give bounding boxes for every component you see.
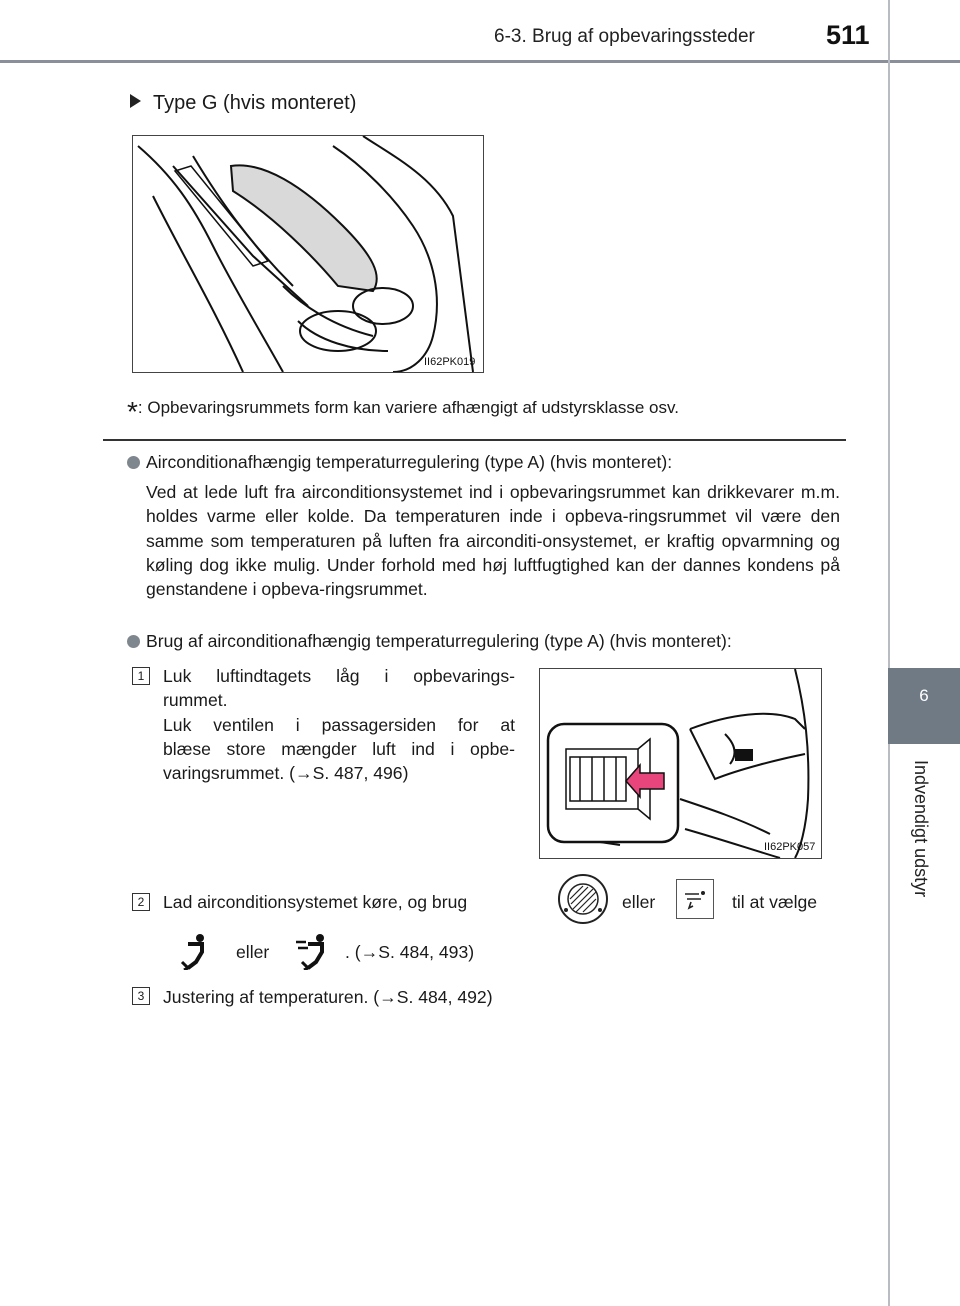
subheading-text: Type G (hvis monteret): [153, 92, 357, 114]
vent-illustration: [540, 669, 821, 858]
step-2-ref: [345, 940, 474, 964]
section-divider: [103, 439, 846, 441]
floor-mode-icon: [178, 932, 216, 970]
bullet-dot-icon: [127, 456, 140, 469]
step-2-part1: Lad airconditionsystemet køre, og brug: [163, 892, 468, 912]
chapter-tab: [888, 668, 960, 744]
chapter-label: Indvendigt udstyr: [911, 760, 931, 898]
figure-code: II62PK057: [764, 841, 816, 853]
bullet-item: [127, 631, 732, 652]
step-1-line: Luk ventilen i passagersiden for at: [163, 714, 515, 735]
step-1-line: rummet.: [163, 690, 228, 711]
step-3-line: Justering af temperaturen. (: [163, 987, 380, 1007]
step-1-line-text: varingsrummet. (: [163, 763, 295, 784]
figure-air-vent: [539, 668, 822, 859]
subheading: [130, 92, 356, 115]
face-floor-mode-icon: [294, 932, 334, 970]
step-2-part2: til at vælge: [732, 892, 818, 912]
step-1-line: blæse store mængder luft ind i opbe-: [163, 738, 515, 759]
arrow-ref-icon: →: [360, 942, 379, 962]
bullet-item: [127, 452, 672, 473]
step-1-line: Luk luftindtagets låg i opbevarings-: [163, 666, 515, 686]
page-reference: S. 487, 496): [312, 763, 409, 784]
figure-storage-tray: [132, 135, 484, 373]
step-1-text: [163, 664, 515, 785]
page-number: 511: [826, 20, 870, 50]
triangle-bullet-icon: [130, 94, 141, 108]
step-number: 2: [132, 893, 150, 911]
side-rule: [888, 0, 890, 1306]
step-number: 1: [132, 667, 150, 685]
step-2-or: eller: [622, 892, 656, 912]
page-reference: S. 484, 493): [378, 942, 475, 962]
section-title: 6-3. Brug af opbevaringssteder: [494, 26, 755, 47]
bullet-dot-icon: [127, 635, 140, 648]
figure-code: II62PK019: [424, 356, 476, 368]
step-3-text: [163, 985, 493, 1009]
footnote: [127, 396, 679, 428]
arrow-ref-icon: →: [294, 763, 313, 784]
temperature-dial-icon: [556, 872, 610, 926]
footnote-star: *: [127, 396, 138, 427]
console-illustration: [133, 136, 483, 372]
footnote-text: : Opbevaringsrummets form kan variere afhængigt af udstyrsklasse osv.: [137, 398, 679, 417]
header-rule: [0, 60, 960, 63]
chapter-number: 6: [919, 686, 929, 705]
page-reference: S. 484, 492): [396, 987, 493, 1007]
arrow-ref-icon: →: [379, 987, 397, 1007]
bullet-title: Brug af airconditionafhængig temperaturregulering (type A) (hvis monteret):: [146, 631, 732, 651]
step-2-or: eller: [236, 942, 270, 962]
step-1-line: [163, 761, 515, 785]
step-number: 3: [132, 987, 150, 1005]
ref-prefix: . (: [345, 942, 361, 962]
bullet-paragraph: Ved at lede luft fra airconditionsystemet ind i opbevaringsrummet kan drikkevarer m.m. holdes varme eller kolde. Da temperaturen inde i opbeva-ringsrummet vil være den samme som temperaturen på luften fra airconditi-onsystemet, er kraftig opvarmning og køling dog ikke mulig. Under forhold med høj luftfugtighed kan der dannes kondens på genstandene i opbeva-ringsrummet.: [146, 482, 840, 600]
airflow-button-icon: [676, 879, 714, 919]
bullet-title: Airconditionafhængig temperaturregulering (type A) (hvis monteret):: [146, 452, 673, 472]
